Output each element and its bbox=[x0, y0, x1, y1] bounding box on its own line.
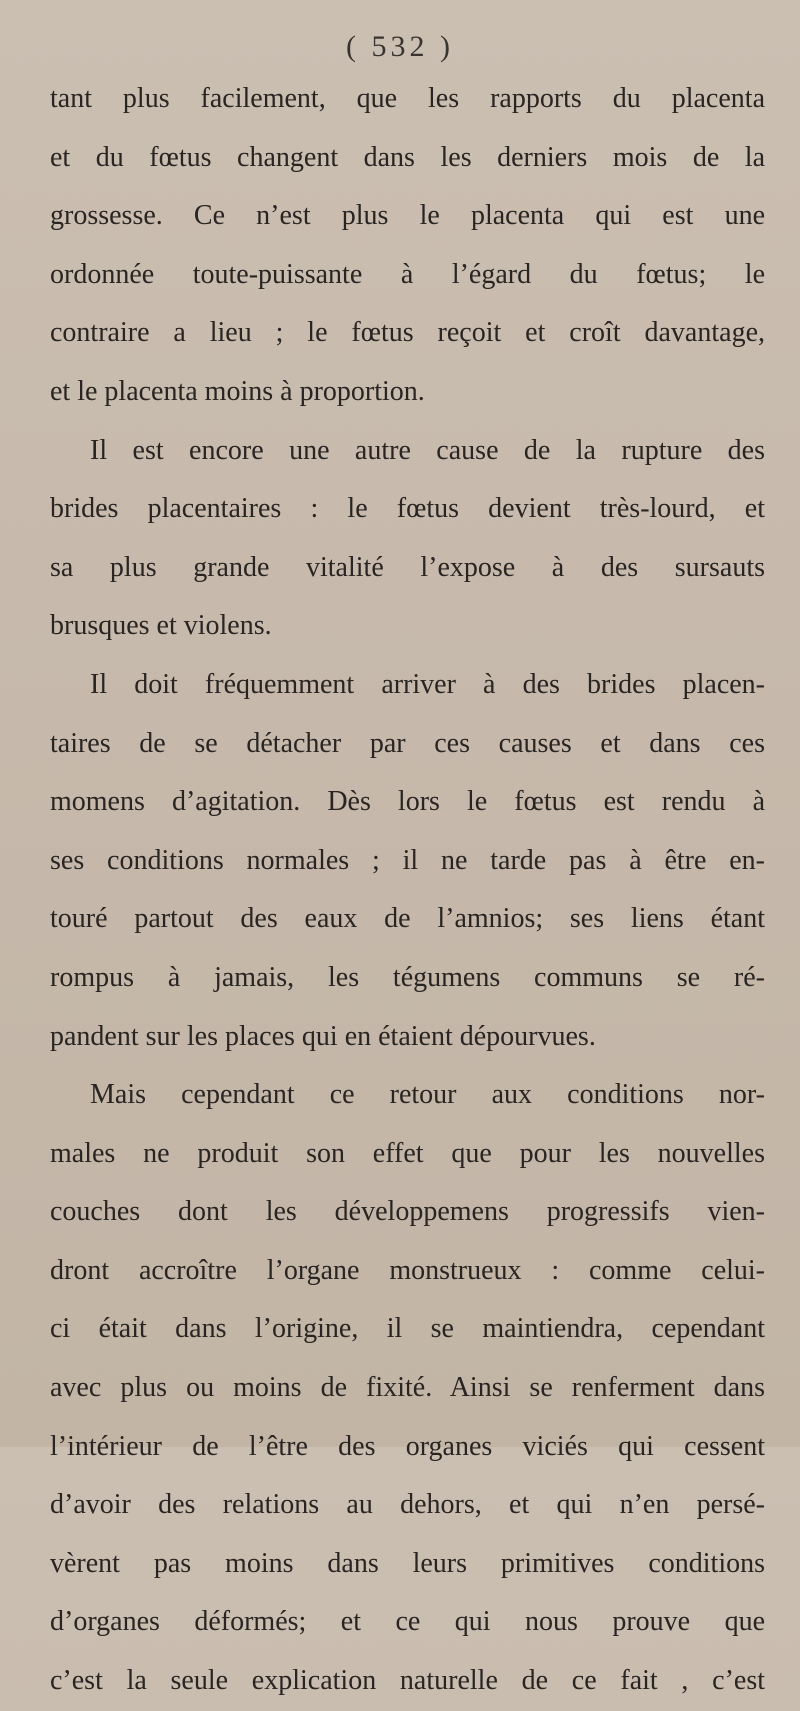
text-line: Il est encore une autre cause de la rupture des bbox=[90, 434, 765, 466]
text-line: grossesse. Ce n’est plus le placenta qui est une bbox=[50, 200, 765, 232]
text-line: touré partout des eaux de l’amnios; ses liens étant bbox=[50, 903, 765, 935]
text-line: d’organes déformés; et ce qui nous prouve que bbox=[50, 1606, 765, 1638]
text-line: avec plus ou moins de fixité. Ainsi se renferment dans bbox=[50, 1372, 765, 1404]
text-line: taires de se détacher par ces causes et dans ces bbox=[50, 727, 765, 759]
text-line: et du fœtus changent dans les derniers mois de la bbox=[50, 141, 765, 173]
text-line: ci était dans l’origine, il se maintiendra, cependant bbox=[50, 1313, 765, 1345]
text-line: ordonnée toute-puissante à l’égard du fœtus; le bbox=[50, 258, 765, 290]
text-line: momens d’agitation. Dès lors le fœtus est rendu à bbox=[50, 786, 765, 818]
text-line: rompus à jamais, les tégumens communs se ré- bbox=[50, 961, 765, 993]
body-text bbox=[50, 70, 765, 1711]
text-line: Mais cependant ce retour aux conditions nor- bbox=[90, 1079, 765, 1111]
text-line: males ne produit son effet que pour les nouvelles bbox=[50, 1137, 765, 1169]
text-line: Il doit fréquemment arriver à des brides placen- bbox=[90, 668, 765, 700]
page-number: ( 532 ) bbox=[346, 30, 454, 63]
text-line: d’avoir des relations au dehors, et qui n’en persé- bbox=[50, 1489, 765, 1521]
text-line: sa plus grande vitalité l’expose à des sursauts bbox=[50, 551, 765, 583]
text-line: brides placentaires : le fœtus devient très-lourd, et bbox=[50, 493, 765, 525]
text-line: vèrent pas moins dans leurs primitives conditions bbox=[50, 1547, 765, 1579]
text-line: tant plus facilement, que les rapports du placenta bbox=[50, 83, 765, 114]
text-line: contraire a lieu ; le fœtus reçoit et croît davantage, bbox=[50, 317, 765, 349]
text-line: l’intérieur de l’être des organes viciés qui cessent bbox=[50, 1430, 765, 1462]
text-line: ses conditions normales ; il ne tarde pas à être en- bbox=[50, 844, 765, 876]
text-line: et le placenta moins à proportion. bbox=[50, 375, 425, 407]
text-line: dront accroître l’organe monstrueux : comme celui- bbox=[50, 1254, 765, 1286]
text-line: c’est la seule explication naturelle de ce fait , c’est bbox=[50, 1665, 765, 1697]
text-line: brusques et violens. bbox=[50, 610, 272, 642]
text-line: couches dont les développemens progressifs vien- bbox=[50, 1196, 765, 1228]
text-line: pandent sur les places qui en étaient dépourvues. bbox=[50, 1020, 596, 1052]
